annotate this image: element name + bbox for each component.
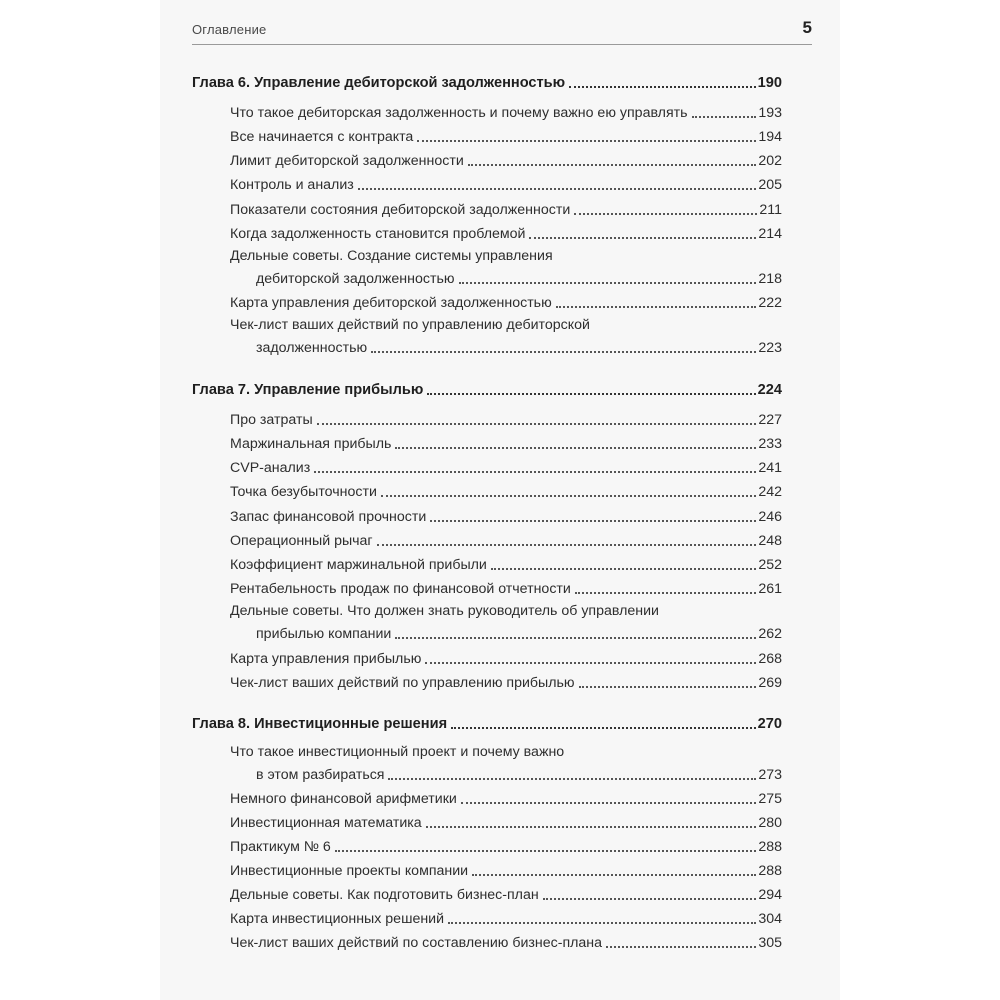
toc-entry[interactable]: [230, 934, 782, 952]
dot-leader: [314, 471, 756, 473]
entry-page-number: 288: [758, 839, 782, 855]
entry-page-number: 218: [758, 271, 782, 287]
dot-leader: [427, 393, 755, 395]
chapter-title: Глава 6. Управление дебиторской задолженностью: [192, 75, 566, 91]
dot-leader: [468, 164, 757, 166]
toc-entry[interactable]: [230, 532, 782, 550]
entry-title-first-line: Чек-лист ваших действий по управлению дебиторской: [230, 317, 590, 333]
toc-entry[interactable]: [230, 152, 782, 170]
entry-title: Карта управления дебиторской задолженностью: [230, 295, 552, 311]
entry-page-number: 269: [758, 675, 782, 691]
toc-entry[interactable]: [230, 862, 782, 880]
dot-leader: [395, 637, 756, 639]
entry-title: Точка безубыточности: [230, 484, 377, 500]
chapter-title: Глава 8. Инвестиционные решения: [192, 716, 448, 732]
entry-title: Все начинается с контракта: [230, 129, 414, 145]
entry-page-number: 214: [758, 226, 782, 242]
entry-page-number: 205: [758, 177, 782, 193]
entry-title: задолженностью: [256, 340, 368, 356]
entry-page-number: 193: [758, 105, 782, 121]
entry-title: Про затраты: [230, 412, 313, 428]
entry-title: Немного финансовой арифметики: [230, 791, 457, 807]
entry-page-number: 248: [758, 533, 782, 549]
entry-title: Маржинальная прибыль: [230, 436, 392, 452]
dot-leader: [426, 826, 757, 828]
dot-leader: [381, 495, 756, 497]
entry-title: Когда задолженность становится проблемой: [230, 226, 526, 242]
dot-leader: [377, 544, 757, 546]
dot-leader: [692, 116, 757, 118]
toc-entry[interactable]: [230, 225, 782, 243]
entry-title: Карта инвестиционных решений: [230, 911, 445, 927]
entry-title: дебиторской задолженностью: [256, 271, 455, 287]
dot-leader: [448, 922, 756, 924]
toc-entry[interactable]: [230, 886, 782, 904]
toc-entry[interactable]: [230, 128, 782, 146]
entry-page-number: 262: [758, 626, 782, 642]
toc-entry[interactable]: [230, 459, 782, 477]
entry-page-number: 252: [758, 557, 782, 573]
dot-leader: [574, 213, 757, 215]
toc-entry[interactable]: [230, 176, 782, 194]
entry-title: Лимит дебиторской задолженности: [230, 153, 464, 169]
entry-page-number: 242: [758, 484, 782, 500]
dot-leader: [575, 592, 756, 594]
entry-title: Инвестиционные проекты компании: [230, 863, 469, 879]
entry-title-first-line: Дельные советы. Что должен знать руководитель об управлении: [230, 603, 659, 619]
entry-page-number: 223: [758, 340, 782, 356]
entry-title: Операционный рычаг: [230, 533, 373, 549]
entry-title: Контроль и анализ: [230, 177, 354, 193]
dot-leader: [543, 898, 757, 900]
entry-page-number: 233: [758, 436, 782, 452]
chapter-heading[interactable]: [192, 74, 782, 92]
entry-page-number: 294: [758, 887, 782, 903]
dot-leader: [579, 686, 757, 688]
entry-page-number: 304: [758, 911, 782, 927]
entry-page-number: 194: [758, 129, 782, 145]
toc-entry[interactable]: [230, 838, 782, 856]
entry-title: Чек-лист ваших действий по управлению прибылью: [230, 675, 575, 691]
entry-page-number: 222: [758, 295, 782, 311]
chapter-heading[interactable]: [192, 381, 782, 399]
entry-title: Что такое дебиторская задолженность и почему важно ею управлять: [230, 105, 688, 121]
entry-title: Рентабельность продаж по финансовой отчетности: [230, 581, 571, 597]
toc-entry[interactable]: [230, 104, 782, 122]
dot-leader: [451, 727, 756, 729]
dot-leader: [358, 188, 757, 190]
toc-entry[interactable]: [230, 483, 782, 501]
entry-page-number: 288: [758, 863, 782, 879]
entry-page-number: 273: [758, 767, 782, 783]
entry-page-number: 227: [758, 412, 782, 428]
entry-page-number: 261: [758, 581, 782, 597]
dot-leader: [317, 423, 757, 425]
entry-title-first-line: Что такое инвестиционный проект и почему важно: [230, 744, 565, 760]
toc-entry[interactable]: [230, 201, 782, 219]
dot-leader: [388, 778, 756, 780]
toc-entry[interactable]: [230, 790, 782, 808]
chapter-page-number: 190: [757, 75, 782, 91]
dot-leader: [371, 351, 756, 353]
dot-leader: [417, 140, 756, 142]
entry-title: в этом разбираться: [256, 767, 385, 783]
header-page-number: 5: [802, 18, 812, 37]
table-of-contents: [160, 0, 840, 1000]
entry-page-number: 275: [758, 791, 782, 807]
toc-entry[interactable]: [230, 435, 782, 453]
entry-page-number: 202: [758, 153, 782, 169]
toc-entry[interactable]: [230, 411, 782, 429]
dot-leader: [425, 662, 756, 664]
toc-entry[interactable]: [230, 814, 782, 832]
entry-title: CVP-анализ: [230, 460, 311, 476]
book-page: [160, 0, 840, 1000]
entry-title-first-line: Дельные советы. Создание системы управления: [230, 248, 553, 264]
toc-entry[interactable]: [230, 910, 782, 928]
entry-page-number: 241: [758, 460, 782, 476]
toc-entry[interactable]: [230, 248, 782, 288]
chapter-title: Глава 7. Управление прибылью: [192, 382, 424, 398]
toc-entry[interactable]: [230, 580, 782, 598]
entry-title: Карта управления прибылью: [230, 651, 422, 667]
entry-page-number: 246: [758, 509, 782, 525]
toc-entry[interactable]: [230, 317, 782, 357]
entry-title: Инвестиционная математика: [230, 815, 422, 831]
dot-leader: [430, 520, 756, 522]
entry-title: Дельные советы. Как подготовить бизнес-план: [230, 887, 539, 903]
chapter-page-number: 224: [757, 382, 782, 398]
toc-entry[interactable]: [230, 674, 782, 692]
toc-entry[interactable]: [230, 294, 782, 312]
dot-leader: [491, 568, 756, 570]
header-title: Оглавление: [192, 22, 267, 37]
toc-entry[interactable]: [230, 556, 782, 574]
toc-entry[interactable]: [230, 744, 782, 784]
dot-leader: [606, 946, 756, 948]
dot-leader: [461, 802, 756, 804]
entry-title: Запас финансовой прочности: [230, 509, 427, 525]
entry-title: Коэффициент маржинальной прибыли: [230, 557, 487, 573]
dot-leader: [472, 874, 756, 876]
toc-entry[interactable]: [230, 603, 782, 643]
entry-title: Показатели состояния дебиторской задолженности: [230, 202, 571, 218]
toc-entry[interactable]: [230, 650, 782, 668]
chapter-page-number: 270: [757, 716, 782, 732]
dot-leader: [395, 447, 756, 449]
entry-title: прибылью компании: [256, 626, 392, 642]
toc-entry[interactable]: [230, 508, 782, 526]
dot-leader: [335, 850, 757, 852]
entry-title: Практикум № 6: [230, 839, 331, 855]
dot-leader: [569, 86, 756, 88]
entry-page-number: 268: [758, 651, 782, 667]
dot-leader: [556, 306, 757, 308]
entry-page-number: 305: [758, 935, 782, 951]
entry-page-number: 211: [759, 202, 782, 218]
dot-leader: [529, 237, 756, 239]
dot-leader: [459, 282, 757, 284]
entry-page-number: 280: [758, 815, 782, 831]
entry-title: Чек-лист ваших действий по составлению бизнес-плана: [230, 935, 603, 951]
chapter-heading[interactable]: [192, 715, 782, 733]
